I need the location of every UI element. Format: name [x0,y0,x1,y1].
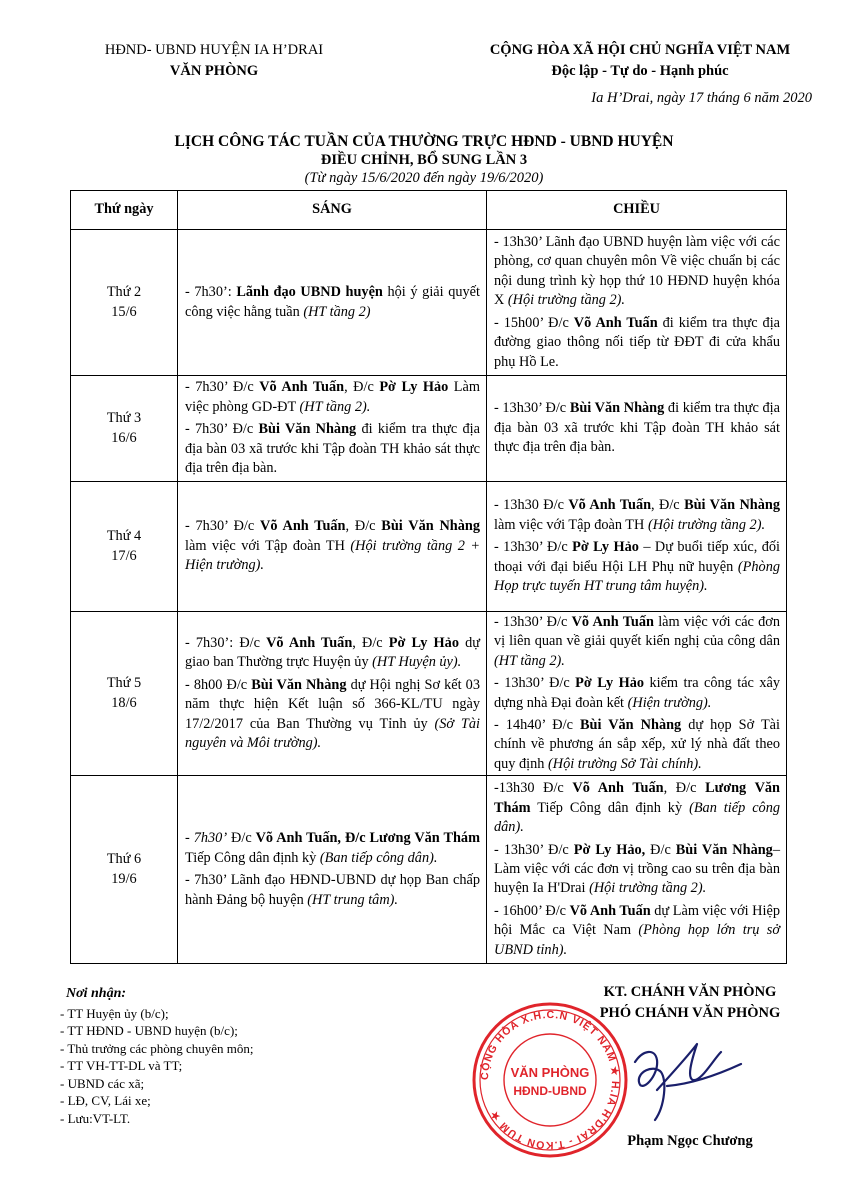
signature-line-1: KT. CHÁNH VĂN PHÒNG [603,984,777,1000]
national-heading [440,40,840,82]
weekday-label: Thứ 5 [106,675,142,692]
issuer-block [64,40,364,82]
recipient-item: - UBND các xã; [60,1075,145,1091]
schedule-entry: - 7h30’ Đ/c Bùi Văn Nhàng đi kiểm tra thực địa địa bàn 03 xã trước khi Tập đoàn TH khảo sát thực địa trên địa bàn. [185,421,480,477]
recipient-item: - Lưu:VT-LT. [60,1110,131,1126]
schedule-entry: - 13h30’ Đ/c Bùi Văn Nhàng đi kiểm tra thực địa địa bàn 03 xã trước khi Tập đoàn TH khảo sát thực địa trên địa bàn. [494,400,780,456]
schedule-entry: - 7h30’: Đ/c Võ Anh Tuấn, Đ/c Pờ Ly Hảo dự giao ban Thường trực Huyện ủy (HT Huyện ủy). [185,634,481,671]
schedule-row [71,776,787,964]
schedule-day-cell [71,376,178,482]
afternoon-cell [487,376,787,482]
schedule-row [71,612,787,776]
svg-text:CỘNG HÒA X.H.C.N VIỆT NAM ★ H.: CỘNG HÒA X.H.C.N VIỆT NAM ★ H.IA H'DRAI - T.KON TUM ★ [478,1008,622,1152]
schedule-entry: - 7h30’ Đ/c Võ Anh Tuấn, Đ/c Pờ Ly Hảo Làm việc phòng GD-ĐT (HT tầng 2). [185,379,480,415]
date-label: 16/6 [111,429,137,446]
recipient-item: - LĐ, CV, Lái xe; [60,1093,151,1108]
date-label: 19/6 [111,870,137,887]
document-subtitle: ĐIỀU CHỈNH, BỔ SUNG LẦN 3 [320,152,528,168]
schedule-entry: - 7h30’ Đ/c Võ Anh Tuấn, Đ/c Bùi Văn Nhàng làm việc với Tập đoàn TH (Hội trường tầng 2 + Hiện trường). [185,518,480,574]
weekday-label: Thứ 4 [106,528,142,545]
issuer-dept: VĂN PHÒNG [169,63,259,79]
afternoon-cell [487,776,787,964]
schedule-day-cell [71,482,178,612]
weekday-label: Thứ 6 [106,851,142,868]
svg-text:HĐND-UBND: HĐND-UBND [513,1084,587,1098]
recipient-item: - TT HĐND - UBND huyện (b/c); [60,1023,238,1038]
schedule-row [71,482,787,612]
schedule-entry: - 13h30 Đ/c Võ Anh Tuấn, Đ/c Bùi Văn Nhàng làm việc với Tập đoàn TH (Hội trường tầng 2). [494,497,780,533]
date-label: 18/6 [111,694,137,711]
schedule-entry: - 7h30’ Đ/c Võ Anh Tuấn, Đ/c Lương Văn Thám Tiếp Công dân định kỳ (Ban tiếp công dân). [185,830,480,866]
schedule-entry: - 15h00’ Đ/c Võ Anh Tuấn đi kiểm tra thực địa đường giao thông nối tiếp từ ĐĐT đi cửa khẩu phụ Hồ Le. [494,314,781,370]
morning-cell [178,230,487,376]
schedule-entry: - 13h30’ Lãnh đạo UBND huyện làm việc với các phòng, cơ quan chuyên môn Về việc chuẩn bị các nội dung trình kỳ họp thứ 10 HĐND huyện khóa X (Hội trường tầng 2). [494,234,780,309]
handwritten-signature [595,1020,745,1125]
header-morning: SÁNG [178,191,487,230]
weekday-label: Thứ 2 [106,284,142,301]
afternoon-cell [487,612,787,776]
recipients-title: Nơi nhận: [66,986,127,1001]
schedule-entry: - 13h30’ Đ/c Pờ Ly Hảo – Dự buổi tiếp xúc, đối thoại với đại biểu Hội LH Phụ nữ huyện (Phòng Họp trực tuyến HT trung tâm huyện). [494,539,780,595]
schedule-day-cell [71,230,178,376]
recipients-list [60,985,360,1127]
schedule-table [70,190,787,964]
header-day: Thứ ngày [71,191,178,230]
afternoon-cell [487,482,787,612]
morning-cell [178,482,487,612]
date-label: 15/6 [111,303,137,320]
document-period: (Từ ngày 15/6/2020 đến ngày 19/6/2020) [304,170,544,186]
weekday-label: Thứ 3 [106,410,142,427]
schedule-entry: -13h30 Đ/c Võ Anh Tuấn, Đ/c Lương Văn Thám Tiếp Công dân định kỳ (Ban tiếp công dân). [494,780,781,836]
schedule-entry: - 7h30’: Lãnh đạo UBND huyện hội ý giải quyết công việc hằng tuần (HT tầng 2) [185,284,480,320]
schedule-entry: - 13h30’ Đ/c Pờ Ly Hảo, Đ/c Bùi Văn Nhàng– Làm việc với các đơn vị trồng cao su trên địa bàn huyện Ia H'Drai (Hội trường tầng 2). [494,841,780,897]
morning-cell [178,376,487,482]
signer-name: Phạm Ngọc Chương [627,1133,753,1149]
issuer-org: HĐND- UBND HUYỆN IA H’DRAI [104,42,324,58]
recipient-item: - TT Huyện ủy (b/c); [60,1005,169,1021]
schedule-header-row [71,191,787,230]
morning-cell [178,776,487,964]
morning-cell [178,612,487,776]
schedule-entry: - 14h40’ Đ/c Bùi Văn Nhàng dự họp Sở Tài chính về phương án sắp xếp, xử lý nhà đất theo quy định (Hội trường Sở Tài chính). [494,717,780,772]
recipient-item: - TT VH-TT-DL và TT; [60,1058,183,1073]
svg-text:VĂN PHÒNG: VĂN PHÒNG [510,1065,590,1080]
document-title: LỊCH CÔNG TÁC TUẦN CỦA THƯỜNG TRỰC HĐND - UBND HUYỆN [174,133,674,150]
nation-name: CỘNG HÒA XÃ HỘI CHỦ NGHĨA VIỆT NAM [489,42,791,58]
recipient-item: - Thủ trưởng các phòng chuyên môn; [60,1040,254,1056]
afternoon-cell [487,230,787,376]
schedule-entry: - 13h30’ Đ/c Pờ Ly Hảo kiểm tra công tác xây dựng nhà Đại đoàn kết (Hiện trường). [494,675,780,711]
schedule-row [71,230,787,376]
schedule-row [71,376,787,482]
schedule-entry: - 16h00’ Đ/c Võ Anh Tuấn dự Làm việc với Hiệp hội Mắc ca Việt Nam (Phòng họp lớn trụ sở UBND tỉnh). [494,902,780,958]
schedule-entry: - 7h30’ Lãnh đạo HĐND-UBND dự họp Ban chấp hành Đảng bộ huyện (HT trung tâm). [185,872,480,908]
dateline: Ia H’Drai, ngày 17 tháng 6 năm 2020 [591,90,812,106]
schedule-day-cell [71,612,178,776]
header-afternoon: CHIỀU [487,191,787,230]
date-label: 17/6 [111,547,137,564]
signature-line-2: PHÓ CHÁNH VĂN PHÒNG [599,1005,781,1021]
schedule-entry: - 13h30’ Đ/c Võ Anh Tuấn làm việc với các đơn vị liên quan về giải quyết kiến nghị của công dân (HT tầng 2). [494,614,780,669]
schedule-day-cell [71,776,178,964]
schedule-entry: - 8h00 Đ/c Bùi Văn Nhàng dự Hội nghị Sơ kết 03 năm thực hiện Kết luận số 366-KL/TU ngày 17/2/2017 của Ban Thường vụ Tỉnh ủy (Sở Tài nguyên và Môi trường). [185,676,480,751]
national-motto: Độc lập - Tự do - Hạnh phúc [551,63,729,79]
